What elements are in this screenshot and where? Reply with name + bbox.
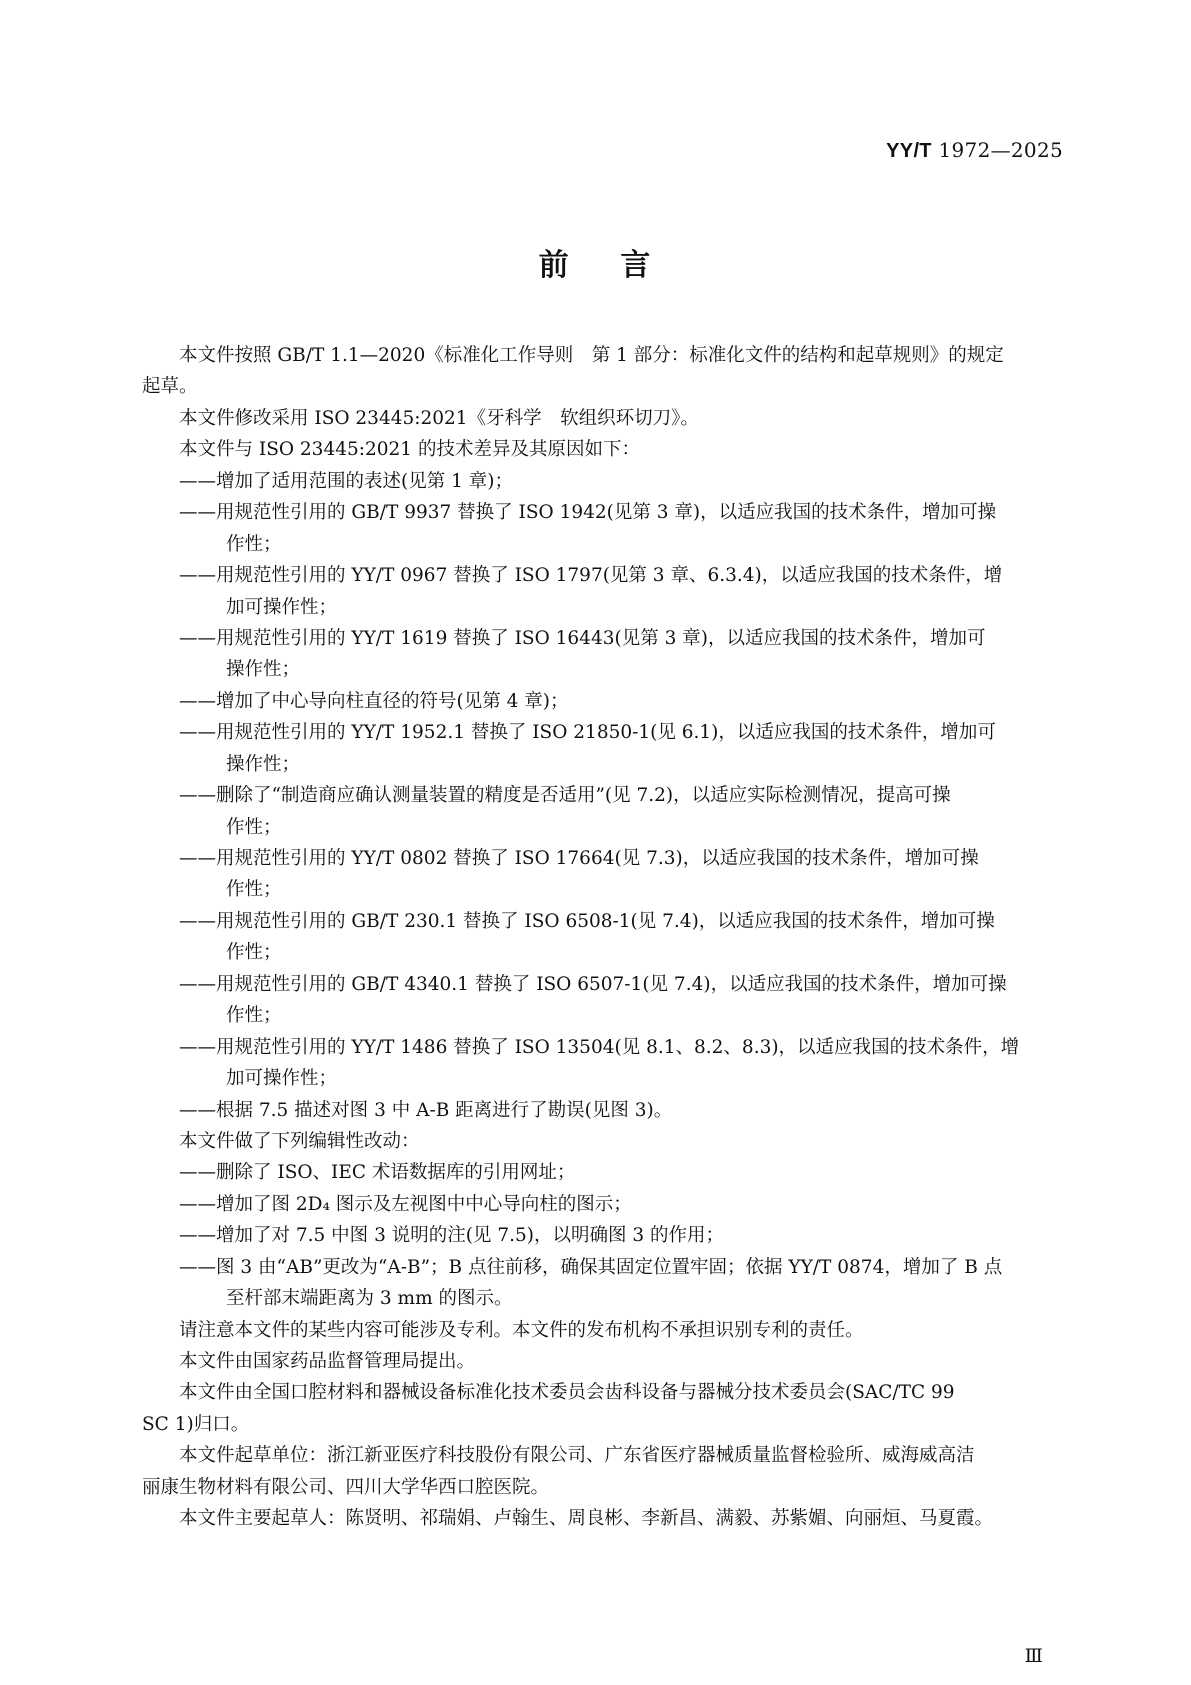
text-line: 作性； [226, 879, 282, 901]
text-line: SC 1)归口。 [142, 1413, 250, 1435]
foreword-body [142, 340, 1067, 1535]
page-title: 前 言 [538, 248, 653, 283]
text-line: ——用规范性引用的 GB/T 9937 替换了 ISO 1942(见第 3 章)，以适应我国的技术条件，增加可操 [179, 502, 997, 524]
text-line: 本文件由全国口腔材料和器械设备标准化技术委员会齿科设备与器械分技术委员会(SAC/TC 99 [179, 1382, 955, 1404]
text-line: ——根据 7.5 描述对图 3 中 A-B 距离进行了勘误(见图 3)。 [179, 1099, 673, 1121]
text-line: ——用规范性引用的 GB/T 230.1 替换了 ISO 6508-1(见 7.4)，以适应我国的技术条件，增加可操 [179, 910, 995, 932]
text-line: 本文件与 ISO 23445:2021 的技术差异及其原因如下： [179, 439, 640, 461]
document-code-prefix: YY/T [886, 140, 932, 162]
text-line: 起草。 [142, 376, 198, 398]
text-line: 至杆部末端距离为 3 mm 的图示。 [226, 1288, 513, 1310]
text-line: 操作性； [226, 753, 301, 775]
text-line: ——用规范性引用的 GB/T 4340.1 替换了 ISO 6507-1(见 7.4)，以适应我国的技术条件，增加可操 [179, 973, 1007, 995]
text-line: 请注意本文件的某些内容可能涉及专利。本文件的发布机构不承担识别专利的责任。 [179, 1319, 864, 1341]
text-line: 操作性； [226, 659, 301, 681]
text-line: ——删除了 ISO、IEC 术语数据库的引用网址； [179, 1162, 576, 1184]
text-line: ——用规范性引用的 YY/T 1486 替换了 ISO 13504(见 8.1、8.2、8.3)，以适应我国的技术条件，增 [179, 1036, 1020, 1058]
text-line: 本文件按照 GB/T 1.1—2020《标准化工作导则 第 1 部分：标准化文件的结构和起草规则》的规定 [179, 345, 1004, 366]
text-line: 作性； [226, 533, 282, 555]
text-line: ——增加了适用范围的表述(见第 1 章)； [179, 470, 513, 492]
text-line: ——增加了中心导向柱直径的符号(见第 4 章)； [179, 690, 569, 712]
text-line: ——增加了图 2D₄ 图示及左视图中中心导向柱的图示； [179, 1193, 632, 1215]
text-line: ——图 3 由“AB”更改为“A-B”；B 点往前移，确保其固定位置牢固；依据 YY/T 0874，增加了 B 点 [179, 1256, 1003, 1278]
text-line: ——用规范性引用的 YY/T 0802 替换了 ISO 17664(见 7.3)，以适应我国的技术条件，增加可操 [179, 848, 979, 869]
text-line: 本文件由国家药品监督管理局提出。 [179, 1351, 476, 1372]
text-line: 作性； [226, 1005, 282, 1027]
text-line: ——用规范性引用的 YY/T 0967 替换了 ISO 1797(见第 3 章、6.3.4)，以适应我国的技术条件，增 [179, 565, 1003, 587]
text-line: ——增加了对 7.5 中图 3 说明的注(见 7.5)，以明确图 3 的作用； [179, 1225, 724, 1247]
text-line: ——用规范性引用的 YY/T 1952.1 替换了 ISO 21850-1(见 6.1)，以适应我国的技术条件，增加可 [179, 722, 996, 744]
document-code-number: 1972—2025 [938, 138, 1063, 162]
text-line: 本文件主要起草人：陈贤明、祁瑞娟、卢翰生、周良彬、李新昌、满毅、苏紫媚、向丽烜、马夏霞。 [179, 1508, 994, 1530]
text-line: ——用规范性引用的 YY/T 1619 替换了 ISO 16443(见第 3 章)，以适应我国的技术条件，增加可 [179, 627, 986, 649]
text-line: 本文件做了下列编辑性改动： [179, 1130, 420, 1152]
text-line: 加可操作性； [226, 596, 338, 618]
text-line: 丽康生物材料有限公司、四川大学华西口腔医院。 [142, 1476, 550, 1498]
text-line: ——删除了“制造商应确认测量装置的精度是否适用”(见 7.2)，以适应实际检测情况，提高可操 [179, 785, 951, 807]
text-line: 加可操作性； [226, 1068, 338, 1090]
page-number: Ⅲ [1024, 1645, 1043, 1667]
text-line: 作性； [226, 942, 282, 964]
document-code [886, 138, 1063, 163]
text-line: 本文件起草单位：浙江新亚医疗科技股份有限公司、广东省医疗器械质量监督检验所、威海威高洁 [179, 1445, 975, 1467]
text-line: 作性； [226, 816, 282, 838]
text-line: 本文件修改采用 ISO 23445:2021《牙科学 软组织环切刀》。 [179, 407, 699, 429]
